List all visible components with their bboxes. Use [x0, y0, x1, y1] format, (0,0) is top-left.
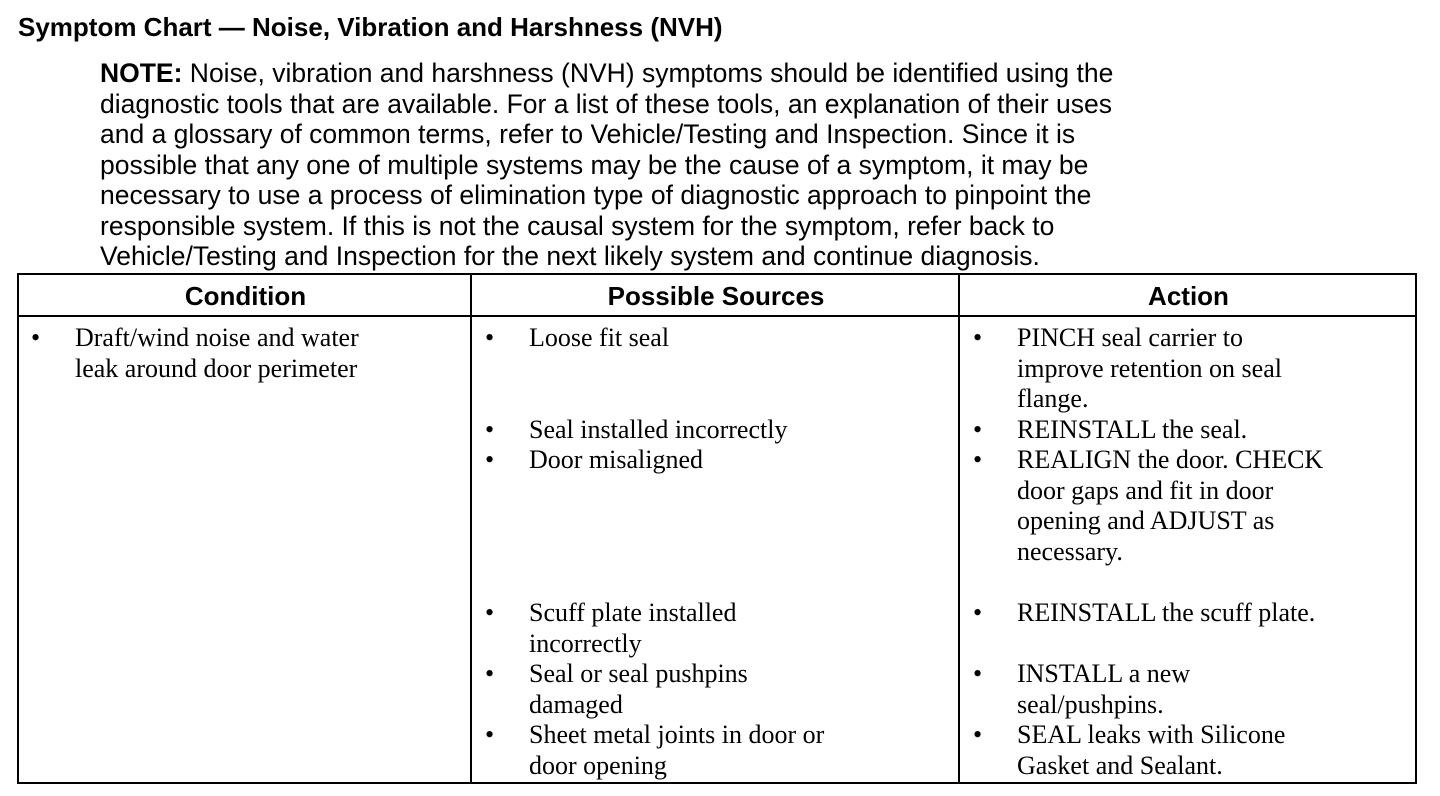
bullet: •	[485, 323, 495, 352]
action-line: PINCH seal carrier to	[1017, 323, 1243, 352]
note-line: necessary to use a process of elimination type of diagnostic approach to pinpoint the	[100, 180, 1092, 210]
bullet: •	[485, 720, 495, 749]
source-line: Scuff plate installed	[529, 598, 737, 627]
action-item	[973, 323, 1403, 415]
bullet: •	[485, 598, 495, 627]
bullet: •	[485, 659, 495, 688]
page-title: Symptom Chart — Noise, Vibration and Harshness (NVH)	[18, 12, 723, 42]
bullet: •	[973, 445, 983, 474]
header-action: Action	[1148, 281, 1229, 311]
source-item	[485, 720, 945, 781]
action-line: seal/pushpins.	[1017, 689, 1164, 719]
source-line: Seal installed incorrectly	[529, 415, 788, 444]
source-line: Sheet metal joints in door or	[529, 720, 825, 749]
bullet: •	[973, 598, 983, 627]
action-line: REALIGN the door. CHECK	[1017, 445, 1324, 474]
source-line: incorrectly	[529, 628, 642, 658]
column-divider	[958, 275, 960, 782]
action-line: Gasket and Sealant.	[1017, 750, 1223, 780]
action-line: REINSTALL the seal.	[1017, 415, 1248, 444]
note-line: Vehicle/Testing and Inspection for the next likely system and continue diagnosis.	[100, 241, 1040, 271]
bullet: •	[973, 720, 983, 749]
source-item	[485, 445, 945, 476]
action-item	[973, 720, 1403, 781]
condition-line: leak around door perimeter	[75, 353, 358, 383]
note-paragraph	[100, 58, 1340, 272]
condition-item	[31, 323, 451, 384]
action-line: SEAL leaks with Silicone	[1017, 720, 1286, 749]
note-line: and a glossary of common terms, refer to Vehicle/Testing and Inspection. Since it is	[100, 119, 1076, 149]
symptom-chart-table	[17, 273, 1417, 784]
bullet: •	[31, 323, 41, 352]
source-item	[485, 323, 945, 354]
action-item	[973, 415, 1403, 446]
bullet: •	[973, 323, 983, 352]
action-item	[973, 598, 1403, 629]
action-line: INSTALL a new	[1017, 659, 1191, 688]
source-item	[485, 659, 945, 720]
action-line: opening and ADJUST as	[1017, 506, 1275, 535]
action-line: necessary.	[1017, 536, 1123, 566]
bullet: •	[485, 445, 495, 474]
source-line: Loose fit seal	[529, 323, 670, 352]
action-line: improve retention on seal	[1017, 353, 1282, 383]
source-line: Door misaligned	[529, 445, 704, 474]
source-line: damaged	[529, 689, 623, 719]
action-line: REINSTALL the scuff plate.	[1017, 598, 1316, 627]
note-line: diagnostic tools that are available. For a list of these tools, an explanation of their uses	[100, 88, 1113, 119]
header-condition: Condition	[184, 281, 307, 311]
action-line: door gaps and fit in door	[1017, 475, 1274, 505]
bullet: •	[973, 415, 983, 444]
bullet: •	[973, 659, 983, 688]
condition-line: Draft/wind noise and water	[75, 323, 359, 352]
source-line: Seal or seal pushpins	[529, 659, 748, 688]
action-line: flange.	[1017, 384, 1089, 413]
bullet: •	[485, 415, 495, 444]
note-label: NOTE:	[100, 58, 183, 88]
action-item	[973, 445, 1403, 567]
note-line	[100, 58, 1340, 89]
action-item	[973, 659, 1403, 720]
source-line: door opening	[529, 750, 667, 780]
header-possible-sources: Possible Sources	[607, 281, 825, 311]
note-line: responsible system. If this is not the causal system for the symptom, refer back to	[100, 210, 1055, 241]
column-divider	[470, 275, 472, 782]
source-item	[485, 415, 945, 446]
source-item	[485, 598, 945, 659]
note-text: Noise, vibration and harshness (NVH) symptoms should be identified using the	[182, 58, 1114, 88]
note-line: possible that any one of multiple systems may be the cause of a symptom, it may be	[100, 149, 1089, 180]
